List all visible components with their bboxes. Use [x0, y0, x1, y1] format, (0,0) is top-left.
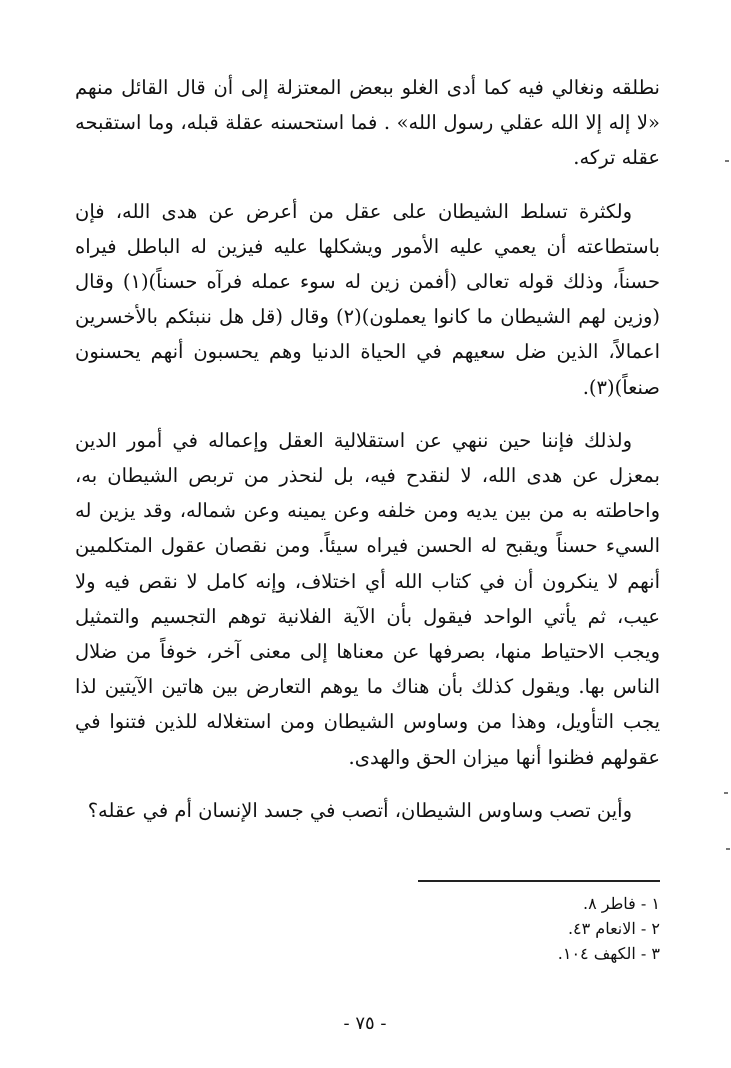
- scan-speck: [726, 848, 730, 850]
- page-number: - ٧٥ -: [343, 1013, 387, 1034]
- paragraph-2: ولكثرة تسلط الشيطان على عقل من أعرض عن هدى الله، فإن باستطاعته أن يعمي عليه الأمور ويشكلها عليه فيزين له الباطل فيراه حسناً، وذلك قوله تعالى (أفمن زين له سوء عمله فرآه حسناً)(١) وقال (وزين لهم الشيطان ما كانوا يعملون)(٢) وقال (قل هل ننبئكم بالأخسرين اعمالاً، الذين ضل سعيهم في الحياة الدنيا وهم يحسبون أنهم يحسنون صنعاً)(٣).: [75, 199, 661, 399]
- paragraph-4: وأين تصب وساوس الشيطان، أتصب في جسد الإنسان أم في عقله؟: [87, 798, 632, 822]
- footnote-3: ٣ - الكهف ١٠٤.: [557, 944, 660, 963]
- scan-speck: [725, 160, 729, 162]
- paragraph-3: ولذلك فإننا حين ننهي عن استقلالية العقل وإعماله في أمور الدين بمعزل عن هدى الله، لا لنقدح فيه، بل لنحذر من تربص الشيطان به، واحاطته به من بين يديه ومن خلفه وعن يمينه وعن شماله، وقد يزين له السيء حسناً ويقبح له الحسن فيراه سيئاً. ومن نقصان عقول المتكلمين أنهم لا ينكرون أن في كتاب الله أي اختلاف، وإنه كامل لا نقص فيه ولا عيب، ثم يأتي الواحد فيقول بأن الآية الفلانية توهم التجسيم والتمثيل ويجب الاحتياط منها، بصرفها عن معناها إلى معنى آخر، خوفاً من ضلال الناس بها. ويقول كذلك بأن هناك ما يوهم التعارض بين هاتين الآيتين لذا يجب التأويل، وهذا من وساوس الشيطان ومن استغلاله للذين فتنوا في عقولهم فظنوا أنها ميزان الحق والهدى.: [75, 428, 660, 769]
- scan-speck: [724, 792, 728, 794]
- body-text: [75, 70, 660, 828]
- paragraph-1: نطلقه ونغالي فيه كما أدى الغلو ببعض المعتزلة إلى أن قال القائل منهم «لا إله إلا الله عقلي رسول الله» . فما استحسنه عقلة قبله، وما استقبحه عقله تركه.: [75, 76, 660, 170]
- footnote-2: ٢ - الانعام ٤٣.: [567, 919, 660, 938]
- footnote-separator: [418, 880, 660, 882]
- footnote-1: ١ - فاطر ٨.: [582, 894, 660, 913]
